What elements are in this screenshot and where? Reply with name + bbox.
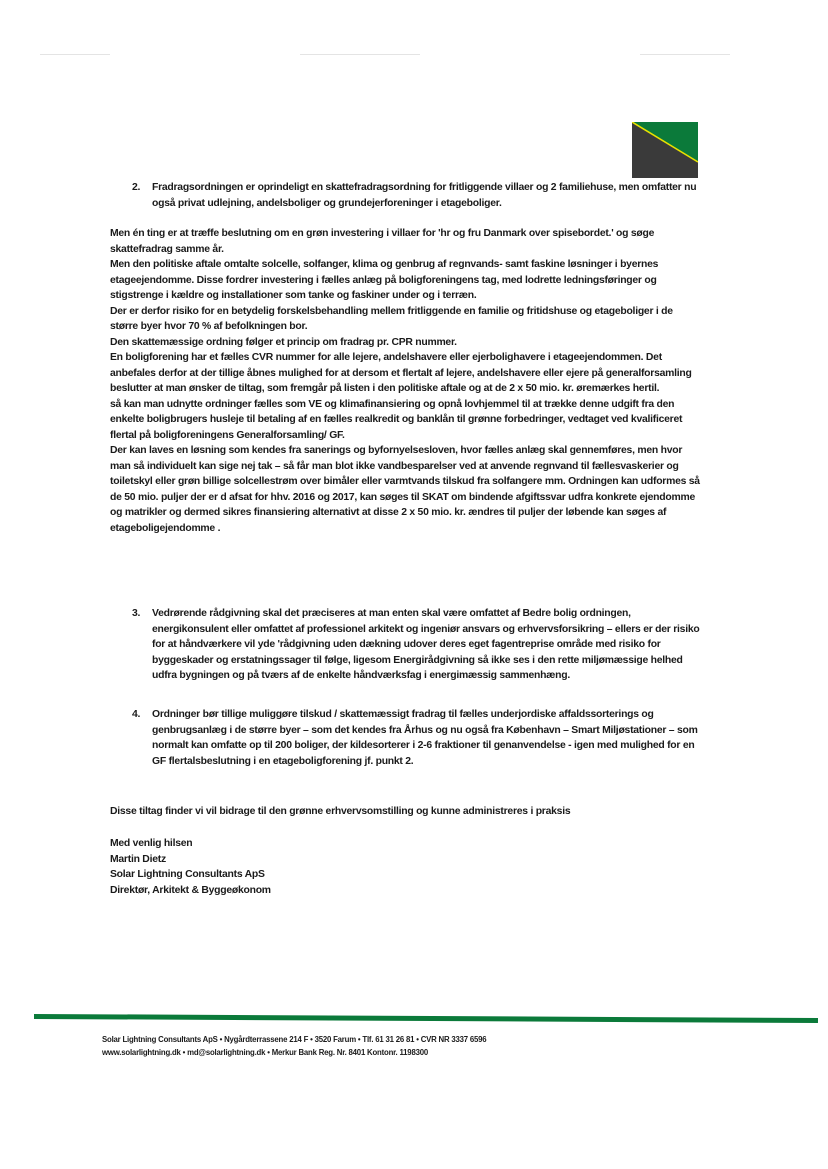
scan-artifact: [40, 54, 110, 55]
list-item-2: [132, 180, 702, 211]
scan-artifact: [640, 54, 730, 55]
paragraph: så kan man udnytte ordninger fælles som VE og klimafinansiering og opnå lovhjemmel til at trække denne udgift fra den enkelte boligbrugers husleje til betaling af en fælles realkredit og banklån til grønne forbedringer, vedtaget ved kvalificeret flertal på boligforeningens Generalforsamling/ GF.: [110, 398, 683, 441]
list-number: 3.: [132, 608, 141, 619]
letterhead-footer: [102, 1033, 632, 1059]
signature-name: Martin Dietz: [110, 853, 166, 865]
company-logo: [632, 122, 698, 178]
paragraph: Men én ting er at træffe beslutning om en grøn investering i villaer for 'hr og fru Danmark over spisebordet.' og søge skattefradrag samme år.: [110, 228, 655, 255]
list-item-3: [132, 606, 702, 684]
signature-title: Direktør, Arkitekt & Byggeøkonom: [110, 884, 271, 896]
list-text: Vedrørende rådgivning skal det præciseres at man enten skal være omfattet af Bedre bolig ordningen, energikonsulent eller omfattet af professionel arkitekt og ingeniør ansvars og erhvervsforsikring – ellers er der risiko for at håndværkere vil yde 'rådgivning uden dækning udover deres eget fagentreprise område med risiko for byggeskader og erstatningssager til følge, ligesom Energirådgivning så ikke ses i den rette miljømæssige helhed udfra bygningen og på tværs af de enkelte håndværksfag i energimæssig sammenhæng.: [152, 608, 700, 681]
list-item-4: [132, 707, 702, 769]
footer-divider: [34, 1014, 818, 1023]
signature-company: Solar Lightning Consultants ApS: [110, 869, 265, 880]
paragraph: Men den politiske aftale omtalte solcelle, solfanger, klima og genbrug af regnvands- samt faskine løsninger i byernes etageejendomme. Disse fordrer investering i fælles anlæg på boligforeningens tag, med lodrette ledningsføringer og stigstrenge i kældre og installationer som tanke og faskiner under og i terræn.: [110, 259, 659, 301]
signature-greeting: Med venlig hilsen: [110, 838, 193, 849]
signature-block: [110, 836, 700, 898]
paragraph: En boligforening har et fælles CVR nummer for alle lejere, andelshavere eller ejerbolighavere i etageejendommen. Det anbefales derfor at der tillige åbnes mulighed for at dersom et flertalt af lejere, andelshavere eller ejere på generalforsamling beslutter at man ønsker de tiltag, som fremgår på listen i den politiske aftale og at de 2 x 50 mio. kr. øremærkes hertil.: [110, 352, 692, 394]
paragraph: Der kan laves en løsning som kendes fra sanerings og byfornyelsesloven, hvor fælles anlæg skal gennemføres, men hvor man så individuelt kan sige nej tak – så får man blot ikke vandbesparelser ved at anvende regnvand til fællesvaskerier og toiletskyl eller grøn billige solcellestrøm over bimåler eller varmtvands tilskud fra solfangere mm. Ordningen kan udformes så de 50 mio. puljer der er d afsat for hhv. 2016 og 2017, kan søges til SKAT om bindende afgiftssvar udfra konkrete ejendomme og matrikler og dermed sikres finansiering alternativt at disse 2 x 50 mio. kr. ændres til puljer der løbende kan søges af etageboligejendomme .: [110, 445, 700, 534]
body-paragraphs: [110, 226, 700, 536]
footer-line: Solar Lightning Consultants ApS • Nygårdterrassene 214 F • 3520 Farum • Tlf. 61 31 26 81 • CVR NR 3337 6596: [102, 1035, 487, 1044]
paragraph: Der er derfor risiko for en betydelig forskelsbehandling mellem fritliggende en familie og fritidshuse og etageboliger i de større byer hvor 70 % af befolkningen bor.: [110, 305, 673, 332]
scan-artifact: [300, 54, 420, 55]
list-number: 2.: [132, 182, 141, 193]
list-number: 4.: [132, 709, 141, 720]
list-text: Ordninger bør tillige muliggøre tilskud / skattemæssigt fradrag til fælles underjordiske affaldssorterings og genbrugsanlæg i de større byer – som det kendes fra Århus og nu også fra København – Smart Miljøstationer – som normalt kan omfatte op til 200 boliger, der kildesorterer i 2-6 fraktioner til genanvendelse - igen med mulighed for en GF flertalsbeslutning i en etageboligforening jf. punkt 2.: [152, 709, 698, 767]
list-text: Fradragsordningen er oprindeligt en skattefradragsordning for fritliggende villaer og 2 familiehuse, men omfatter nu også privat udlejning, andelsboliger og grundejerforeninger i etageboliger.: [152, 182, 697, 209]
paragraph: Den skattemæssige ordning følger et princip om fradrag pr. CPR nummer.: [110, 336, 457, 348]
closing-text: Disse tiltag finder vi vil bidrage til den grønne erhvervsomstilling og kunne administreres i praksis: [110, 806, 571, 817]
closing-paragraph: [110, 804, 700, 820]
footer-line: www.solarlightning.dk • md@solarlightning.dk • Merkur Bank Reg. Nr. 8401 Kontonr. 1198300: [102, 1048, 428, 1057]
